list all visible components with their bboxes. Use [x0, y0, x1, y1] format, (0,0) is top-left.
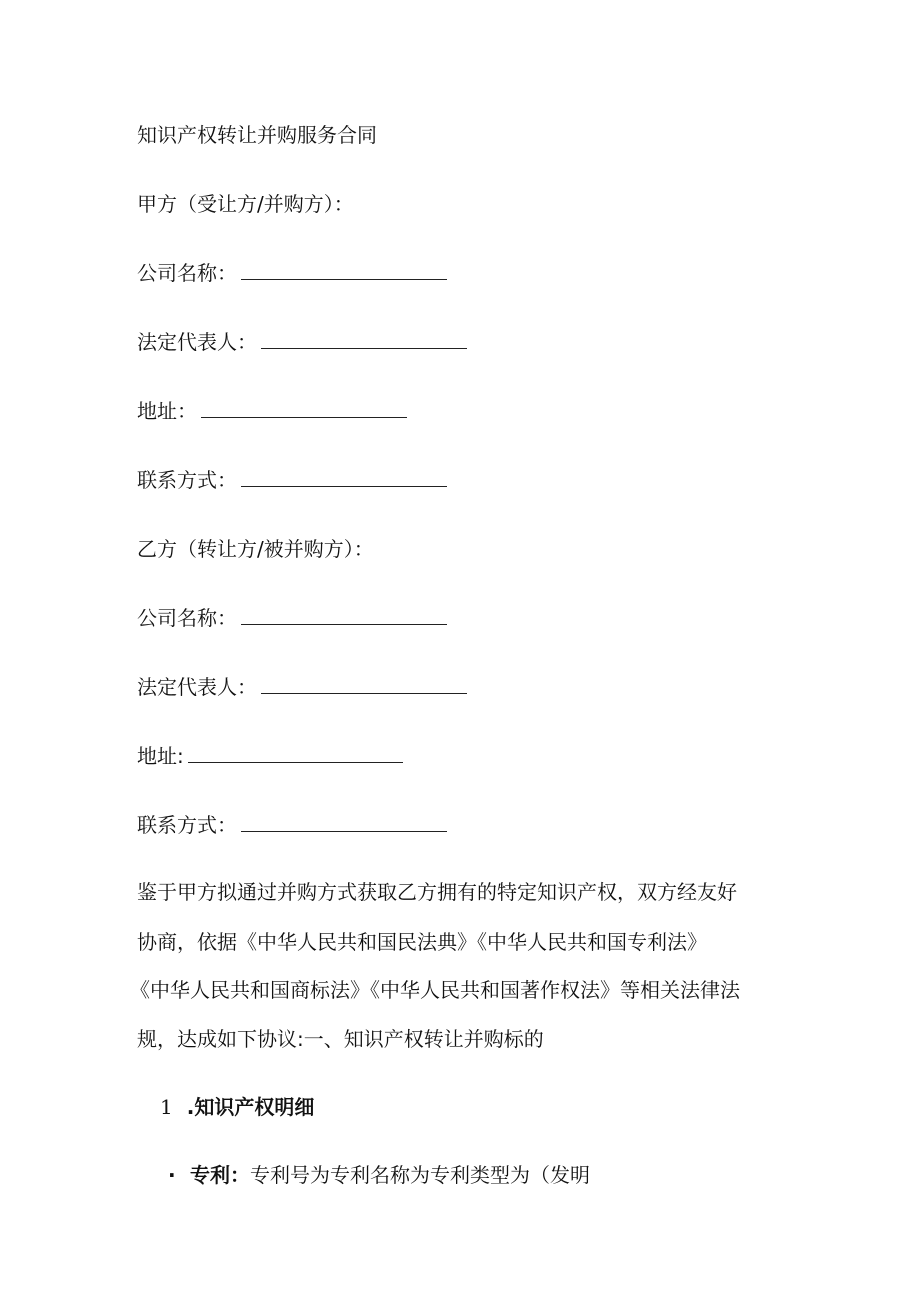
- party-b-company-blank[interactable]: [241, 606, 447, 625]
- preamble-line-2: 协商，依据《中华人民共和国民法典》《中华人民共和国专利法》: [137, 930, 707, 954]
- party-a-contact-label: 联系方式：: [137, 468, 237, 492]
- party-a-contact-blank[interactable]: [241, 468, 447, 487]
- section-1-title: .知识产权明细: [186, 1095, 315, 1119]
- party-a-company-row: [137, 259, 447, 287]
- party-b-company-row: [137, 604, 447, 632]
- party-a-address-blank[interactable]: [201, 399, 407, 418]
- party-a-rep-label: 法定代表人：: [137, 330, 257, 354]
- preamble-line-4: 规，达成如下协议:一、知识产权转让并购标的: [137, 1027, 544, 1051]
- party-a-rep-blank[interactable]: [261, 330, 467, 349]
- party-b-address-label: 地址:: [137, 744, 184, 768]
- section-1-heading: [160, 1093, 314, 1121]
- patent-item: [168, 1161, 590, 1189]
- preamble-line-3: 《中华人民共和国商标法》《中华人民共和国著作权法》等相关法律法: [130, 978, 740, 1002]
- party-b-company-label: 公司名称：: [137, 606, 237, 630]
- party-a-rep-row: [137, 328, 467, 356]
- party-a-company-blank[interactable]: [241, 261, 447, 280]
- patent-label: 专利：: [190, 1163, 250, 1187]
- party-a-address-label: 地址：: [137, 399, 197, 423]
- party-b-rep-label: 法定代表人：: [137, 675, 257, 699]
- section-1-number: 1: [160, 1095, 173, 1119]
- party-a-company-label: 公司名称：: [137, 261, 237, 285]
- party-a-contact-row: [137, 466, 447, 494]
- party-b-rep-blank[interactable]: [261, 675, 467, 694]
- document-title: 知识产权转让并购服务合同: [137, 123, 377, 147]
- bullet-icon: ·: [168, 1163, 176, 1187]
- party-b-contact-blank[interactable]: [241, 813, 447, 832]
- preamble-line-1: 鉴于甲方拟通过并购方式获取乙方拥有的特定知识产权，双方经友好: [137, 880, 737, 904]
- patent-text: 专利号为专利名称为专利类型为（发明: [250, 1163, 590, 1187]
- party-b-address-blank[interactable]: [188, 744, 403, 763]
- party-b-rep-row: [137, 673, 467, 701]
- party-a-address-row: [137, 397, 407, 425]
- party-b-address-row: [137, 742, 403, 770]
- party-b-contact-label: 联系方式：: [137, 813, 237, 837]
- party-b-heading: 乙方（转让方/被并购方）：: [137, 537, 374, 561]
- party-b-contact-row: [137, 811, 447, 839]
- party-a-heading: 甲方（受让方/并购方）：: [137, 192, 354, 216]
